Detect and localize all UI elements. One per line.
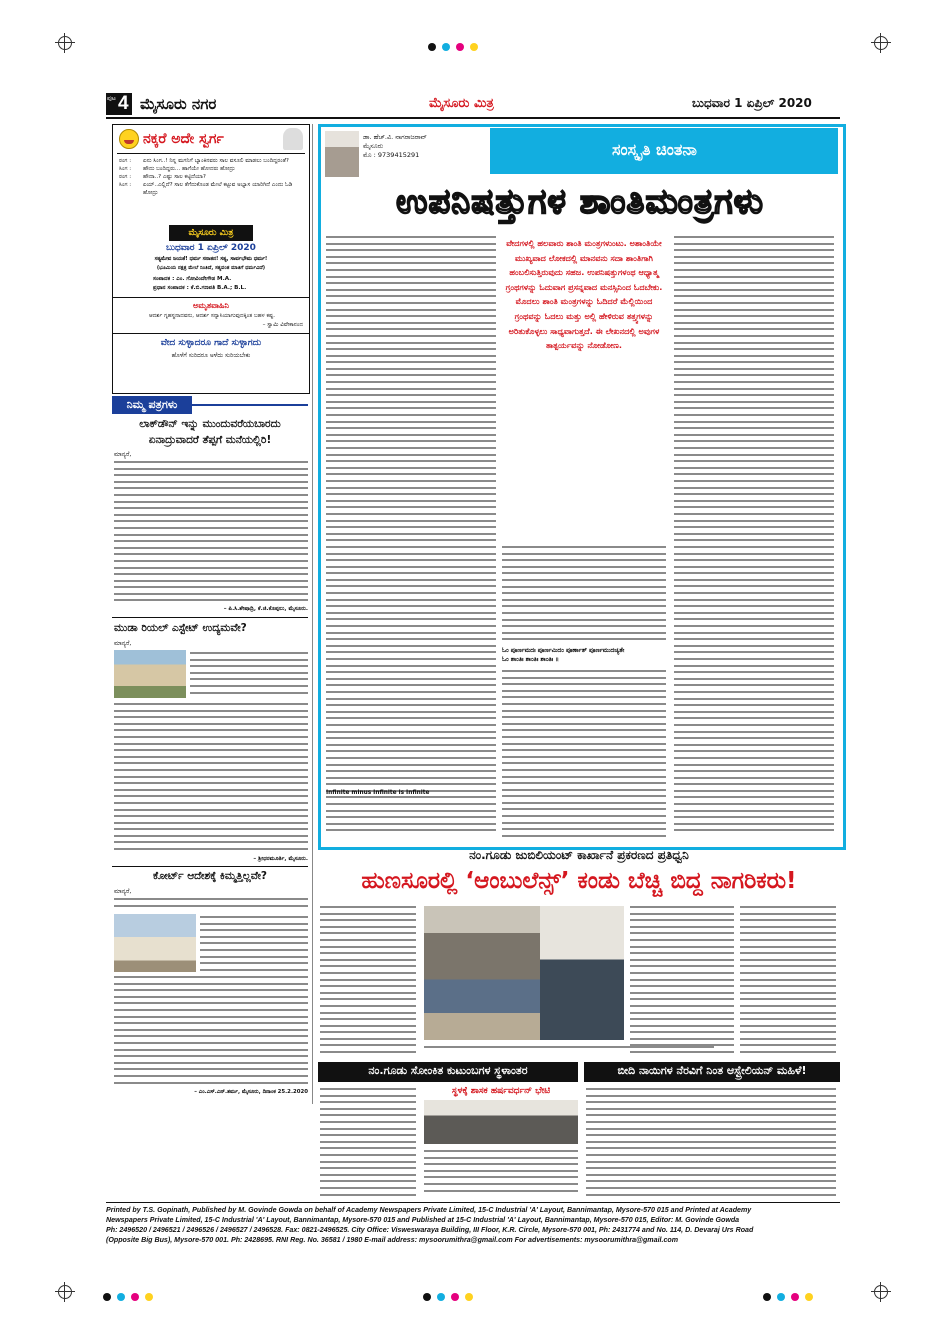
color-bar-bottom-center — [420, 1286, 476, 1305]
registration-mark — [874, 1285, 888, 1299]
column-body-3 — [674, 236, 834, 836]
muda-building-photo — [114, 650, 186, 698]
story2-kicker: ನಂ.ಗೂಡು ಸೋಂಕಿತ ಕುಟುಂಬಗಳ ಸ್ಥಳಾಂತರ — [368, 1064, 528, 1077]
humor-title: ನಕ್ಕರೆ ಅದೇ ಸ್ವರ್ಗ — [143, 131, 224, 147]
laughing-face-icon — [119, 129, 139, 149]
column-headline: ಉಪನಿಷತ್ತುಗಳ ಶಾಂತಿಮಂತ್ರಗಳು — [396, 182, 764, 222]
letter3-title: ಕೋರ್ಟ್ ಆದೇಶಕ್ಕೆ ಕಿಮ್ಮತ್ತಿಲ್ಲವೇ? — [152, 870, 268, 882]
dialogue-text: ಹೌದು ಬಂದಿದ್ದರು... ಹಾಗೆಯೇ ಹೋದರು ಹೋದ್ರು — [143, 166, 236, 172]
issue-date: ಬುಧವಾರ 1 ಏಪ್ರಿಲ್ 2020 — [692, 96, 812, 110]
motto-line: ಸತ್ಯಮೇವ ಜಯತೆ! ಧರ್ಮ ಸನಾತನ! ಸತ್ಯ, ಸಾರ್ವಭೌಮ ಧರ್ಮ! — [154, 256, 268, 262]
letter3-body — [114, 898, 308, 914]
letter3-body — [114, 976, 308, 1090]
dialogue-text: ಹೌದಾ..? ಎಷ್ಟು ಸಾಲ ಕಟ್ಟಿದೆಯಾ? — [143, 174, 206, 180]
column-body-2 — [502, 670, 666, 840]
supreme-court-photo — [114, 914, 196, 972]
section-title: ಮೈಸೂರು ನಗರ — [140, 95, 217, 113]
humor-dialogues — [119, 157, 305, 197]
author-photo — [325, 131, 359, 177]
color-bar-top — [425, 36, 481, 55]
story2-body — [424, 1150, 578, 1198]
amrutha-title: ಅಮೃತವಾಹಿನಿ — [193, 301, 229, 310]
series-title: ಸಂಸ್ಕೃತಿ ಚಿಂತನಾ — [612, 140, 697, 159]
column-quote — [502, 646, 666, 664]
letter3-body — [200, 916, 308, 972]
story1-body — [630, 906, 734, 1056]
story1-photo-2 — [540, 906, 624, 1040]
story1-headline: ಹುಣಸೂರಲ್ಲಿ ‘ಆಂಬುಲೆನ್ಸ್’ ಕಂಡು ಬೆಚ್ಚಿ ಬಿದ್ದ ನಾಗರಿಕರು! — [361, 868, 797, 894]
letter1-salute: ಮಾನ್ಯರೆ, — [114, 451, 132, 458]
page-number-box — [106, 93, 132, 115]
story2-subhead: ಸ್ಥಳಕ್ಕೆ ಶಾಸಕ ಹರ್ಷವರ್ಧನ್ ಭೇಟಿ — [451, 1086, 551, 1096]
author-phone: ಮೊ : 9739415291 — [363, 151, 420, 159]
column-pullquote: ವೇದಗಳಲ್ಲಿ ಹಲವಾರು ಶಾಂತಿ ಮಂತ್ರಗಳುಂಟು. ಅಶಾಂತಿಯೇ ಮುಖ್ಯವಾದ ಲೋಕದಲ್ಲಿ ಮಾನವನು ಸದಾ ಶಾಂತಿಗಾಗಿ ಹಂಬಲಿಸುತ್ತಿರುವುದು ಸಹಜ. ಉಪನಿಷತ್ತುಗಳಂಥ ಆಧ್ಯಾತ್ಮ ಗ್ರಂಥಗಳನ್ನು ಓದುವಾಗ ಪ್ರಸನ್ನವಾದ ಮನಸ್ಸಿನಿಂದ ಓದಬೇಕು. ಮೊದಲು ಶಾಂತಿ ಮಂತ್ರಗಳನ್ನು ಓದಿದರೆ ಮೆಲ್ಲಿಯಿಂದ ಗ್ರಂಥವನ್ನು ಓದಲು ಮತ್ತು ಅಲ್ಲಿ ಹೇಳಿರುವ ತತ್ತ್ವಗಳನ್ನು ಅರಿತುಕೊಳ್ಳಲು ಸಾಧ್ಯವಾಗುತ್ತದೆ. ಈ ಲೇಖನದಲ್ಲಿ ಅವುಗಳ ತಾತ್ಪರ್ಯವನ್ನು ನೋಡೋಣ. — [505, 238, 663, 351]
letter3-sign: – ಎಂ.ಎಸ್.ಎನ್.ಶರ್ಮ, ಮೈಸೂರು, ದಿನಾಂಕ 25.2.2020 — [194, 1089, 308, 1095]
page-word: ಪುಟ — [107, 95, 116, 102]
sanskrit-verse: ಓಂ ಶಾಂತಿಃ ಶಾಂತಿಃ ಶಾಂತಿಃ ॥ — [502, 656, 559, 663]
letter3-salute: ಮಾನ್ಯರೆ, — [114, 888, 132, 895]
registration-mark — [58, 36, 72, 50]
dialogue-speaker: ಸಿಂಗ : — [119, 182, 132, 188]
imprint-line: (Opposite Big Bus), Mysore-570 001. Ph: 2428695. RNI Reg. No. 36581 / 1980 E-mail address: mysoorumithra@gmail.com For advertisements: mysoorumithra@gmail.com — [106, 1236, 679, 1244]
column-body-2 — [502, 546, 666, 642]
editor-line — [153, 276, 231, 283]
letter2-body — [114, 703, 308, 855]
dialogue-speaker: ರಂಗ : — [119, 174, 132, 180]
column-body-1 — [326, 236, 496, 836]
story2-body — [320, 1088, 416, 1198]
dialogue-text: ಏಯ್..ಎಲ್ಲಿದೆ? ಸಾಲ ತೆಗೆದುಕೊಂಡ ಮೇಲೆ ಕಟ್ಟುವ ಅಭ್ಯಾಸ ಯಾರಿಗಿದೆ ಎಂದು ಓಡಿ ಹೋದ್ರು — [143, 182, 293, 196]
imprint-line: Newspapers Private Limited, 15-C Industrial 'A' Layout, Bannimantap, Mysore-570 015 and Published at 15-C Industrial 'A' Layout, Bannimantap, Mysore-570 015, Editor: M. Govinde Gowda — [106, 1216, 740, 1224]
chief-label: ಪ್ರಧಾನ ಸಂಪಾದಕ : ಕೆ.ಬಿ.ಗಣಪತಿ — [153, 285, 216, 291]
motto-line: (ಭೂಮಿಯ ನಕ್ಷತ್ರ ಮೇಲೆ ನಿಂತಿದೆ, ಸತ್ಯವಂತ ಮಾತಿಗೆ ಧರ್ಮವಿದೆ) — [156, 265, 266, 271]
page-number: 4 — [118, 93, 129, 114]
registration-mark — [874, 36, 888, 50]
story1-body — [740, 906, 836, 1056]
author-name: ಡಾ. ಹೆಚ್.ವಿ. ನಾಗರಾಜರಾವ್ — [363, 133, 427, 141]
letter2-title: ಮುಡಾ ರಿಯಲ್ ಎಸ್ಟೇಟ್ ಉದ್ಯಮವೇ? — [114, 622, 247, 634]
letter1-sign: – ಪಿ.ಸಿ.ಶೇಷಾದ್ರಿ, ಕೆ.ಜಿ.ಕೊಪ್ಪಲು, ಮೈಸೂರು. — [223, 606, 308, 612]
infinite-line: Infinite minus Infinite is Infinite — [326, 790, 430, 796]
editor-label: ಸಂಪಾದಕ : ಎಂ. ಗೋವಿಂದೇಗೌಡ — [153, 276, 216, 282]
imprint — [106, 1205, 840, 1245]
paper-logo: ಮೈಸೂರು ಮಿತ್ರ — [429, 96, 494, 111]
proverb-line: ವೇದ ಸುಳ್ಳಾದರೂ ಗಾದೆ ಸುಳ್ಳಾಗದು — [160, 338, 262, 348]
letter1-body — [114, 461, 308, 605]
story3-kicker: ಬೀದಿ ನಾಯಿಗಳ ನೆರವಿಗೆ ನಿಂತ ಆಸ್ಟ್ರೇಲಿಯನ್ ಮಹಿಳೆ! — [617, 1064, 807, 1077]
story1-kicker: ನಂ.ಗೂಡು ಜುಬಿಲಿಯಂಟ್ ಕಾರ್ಖಾನೆ ಪ್ರಕರಣದ ಪ್ರತಿಧ್ವನಿ — [469, 848, 689, 862]
story2-photo — [424, 1100, 578, 1144]
dialogue-text: ಏನು ಸಿಂಗ..! ನಿನ್ನ ಮಗನಿಗೆ ಬ್ಯಾಂಕಿನವರು ಸಾಲ ವಸೂಲಿ ಮಾಡಲು ಬಂದಿದ್ದರಂತೆ? — [143, 158, 289, 164]
story1-body — [320, 906, 416, 1056]
story3-body — [586, 1088, 836, 1198]
letter1-title: ಲಾಕ್‌ಡೌನ್ ಇನ್ನು ಮುಂದುವರೆಯಬಾರದು — [139, 418, 281, 430]
humor-box — [112, 124, 310, 394]
chief-degree: B.A.; B.L. — [217, 285, 247, 291]
amrutha-text: ಆದರ್ಶ ಗೃಹಸ್ಥನಾದವನು, ಆದರ್ಶ ಸನ್ಯಾಸಿಯಾಗುವುದಕ್ಕಿಂತ ಬಹಳ ಕಷ್ಟ. — [148, 313, 275, 319]
amrutha-author: – ಸ್ವಾಮಿ ವಿವೇಕಾನಂದ — [262, 322, 303, 328]
cartoon-icon — [283, 128, 303, 150]
editor-degree: M.A. — [217, 276, 232, 282]
letters-header: ನಿಮ್ಮ ಪತ್ರಗಳು — [112, 396, 192, 414]
mini-paper-logo: ಮೈಸೂರು ಮಿತ್ರ — [169, 225, 253, 241]
dialogue-speaker: ರಂಗ : — [119, 158, 132, 164]
mini-date: ಬುಧವಾರ 1 ಏಪ್ರಿಲ್ 2020 — [166, 243, 256, 253]
color-bar-bottom-left — [100, 1286, 156, 1305]
sanskrit-verse: ಓಂ ಪೂರ್ಣಮದಃ ಪೂರ್ಣಮಿದಂ ಪೂರ್ಣಾತ್ ಪೂರ್ಣಮುದಚ್ಯತೇ — [502, 647, 625, 654]
registration-mark — [58, 1285, 72, 1299]
imprint-line: Printed by T.S. Gopinath, Published by M. Govinde Gowda on behalf of Academy Newspapers Private Limited, 15-C Industrial 'A' Layout, Bannimantap, Mysore-570 015 and Printed at Academy — [106, 1206, 752, 1214]
letter2-sign: – ಶ್ರೀಧರಮೂರ್ತಿ, ಮೈಸೂರು. — [253, 856, 308, 862]
dialogue-speaker: ಸಿಂಗ : — [119, 166, 132, 172]
author-info — [363, 133, 427, 160]
letter2-body — [190, 652, 308, 698]
color-bar-bottom-right — [760, 1286, 816, 1305]
masthead-rule — [106, 117, 840, 119]
letter1-title: ಏನಾದ್ರುವಾದರೆ ತೆಪ್ಪಗೆ ಮನೆಯಲ್ಲಿರಿ! — [148, 434, 272, 446]
proverb-line: ಹೊಳೆಗೆ ಸುರಿದರೂ ಅಳೆದು ಸುರಿಯಬೇಕು — [171, 352, 251, 359]
chief-line — [153, 285, 246, 292]
letter2-salute: ಮಾನ್ಯರೆ, — [114, 640, 132, 647]
author-city: ಮೈಸೂರು — [363, 142, 384, 150]
imprint-line: Ph: 2496520 / 2496521 / 2496526 / 2496527 / 2496528. Fax: 0821-2496525. City Office: Visweswaraya Building, III Floor, K.R. Circle, Mysore-570 001, Ph: 2431774 and No. 114, D. Devaraj Urs Road — [106, 1226, 754, 1234]
